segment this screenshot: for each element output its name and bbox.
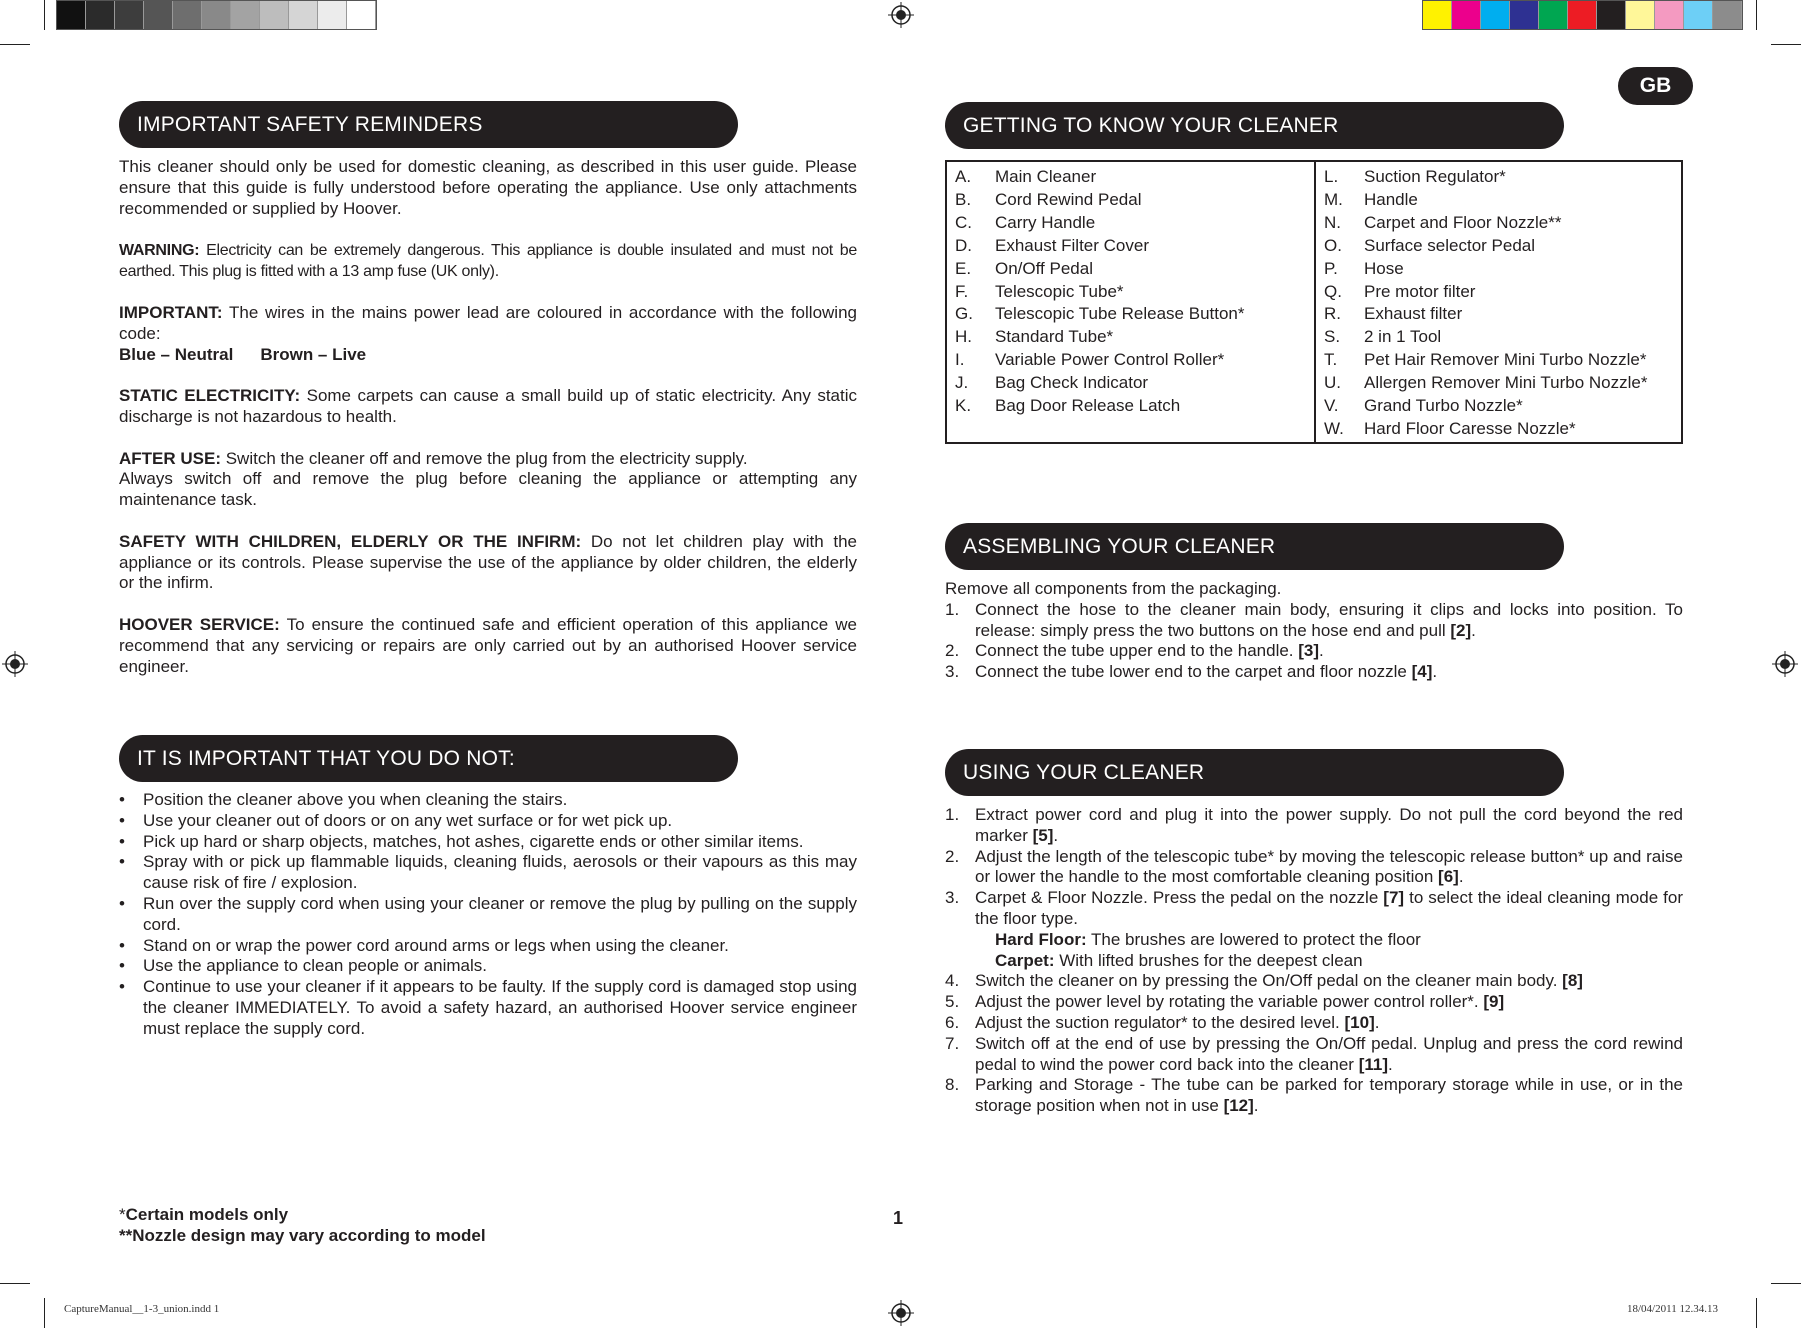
color-swatch <box>86 1 115 29</box>
section-header-do-not: IT IS IMPORTANT THAT YOU DO NOT: <box>119 735 738 782</box>
slug-date: 18/04/2011 12.34.13 <box>1627 1303 1718 1315</box>
parts-column-left <box>947 162 1314 442</box>
color-swatch <box>1655 1 1684 29</box>
after-use-label: AFTER USE: <box>119 448 221 468</box>
warning-text: Electricity can be extremely dangerous. This appliance is double insulated and must not be earthed. This plug is fitted with a 13 amp fuse (UK only). <box>119 242 857 281</box>
list-item: • Run over the supply cord when using your cleaner or remove the plug by pulling on the supply cord. <box>119 893 857 934</box>
static-paragraph <box>119 386 857 428</box>
hard-floor-note: Hard Floor: The brushes are lowered to protect the floor <box>995 929 1421 949</box>
after-use-paragraph <box>119 449 857 470</box>
table-row: V. Grand Turbo Nozzle* <box>1324 396 1523 416</box>
color-swatch <box>115 1 144 29</box>
color-swatch <box>1568 1 1597 29</box>
important-paragraph <box>119 303 857 345</box>
footnote-nozzle-design: **Nozzle design may vary according to model <box>119 1226 486 1245</box>
service-text: To ensure the continued safe and efficient operation of this appliance we recommend that any servicing or repairs are only carried out by an authorised Hoover service engineer. <box>119 614 858 676</box>
children-label: SAFETY WITH CHILDREN, ELDERLY OR THE INFIRM: <box>119 531 582 551</box>
color-swatch <box>1481 1 1510 29</box>
bullet-icon: • <box>119 831 125 851</box>
color-swatch <box>1626 1 1655 29</box>
do-not-list <box>119 790 857 1040</box>
safety-text <box>119 157 857 698</box>
parts-table <box>945 160 1683 444</box>
table-row: D. Exhaust Filter Cover <box>955 235 1149 255</box>
section-header-assembling: ASSEMBLING YOUR CLEANER <box>945 523 1564 570</box>
table-row: R. Exhaust filter <box>1324 304 1463 324</box>
bullet-icon: • <box>119 977 125 997</box>
footnote-certain-models: *Certain models only <box>119 1205 289 1224</box>
registration-mark-icon <box>2 651 28 677</box>
warning-paragraph <box>119 240 857 282</box>
section-header-safety: IMPORTANT SAFETY REMINDERS <box>119 101 738 148</box>
service-label: HOOVER SERVICE: <box>119 614 280 634</box>
wire-neutral: Blue – Neutral <box>119 344 234 364</box>
safety-intro: This cleaner should only be used for domestic cleaning, as described in this user guide. Please ensure that this guide is fully understood before operating the appliance. Use only attachments recommended or supplied by Hoover. <box>119 157 857 218</box>
table-row: Q. Pre motor filter <box>1324 281 1476 301</box>
color-swatch <box>173 1 202 29</box>
list-item: 2. Connect the tube upper end to the handle. [3]. <box>945 641 1324 661</box>
carpet-note: Carpet: With lifted brushes for the deepest clean <box>995 950 1363 970</box>
list-item: • Use your cleaner out of doors or on any wet surface or for wet pick up. <box>119 810 673 830</box>
after-use-text: Switch the cleaner off and remove the plug from the electricity supply. <box>221 448 748 468</box>
warning-label: WARNING: <box>119 242 200 260</box>
color-swatch <box>318 1 347 29</box>
color-swatch <box>1684 1 1713 29</box>
crop-mark <box>0 1283 30 1284</box>
footnotes <box>119 1204 486 1246</box>
table-row: L. Suction Regulator* <box>1324 167 1506 186</box>
registration-mark-icon <box>888 2 914 28</box>
bullet-icon: • <box>119 790 125 809</box>
table-row: S. 2 in 1 Tool <box>1324 327 1442 347</box>
list-item: 5. Adjust the power level by rotating the variable power control roller*. [9] <box>945 992 1505 1012</box>
list-item: 7. Switch off at the end of use by pressing the On/Off pedal. Unplug and press the cord rewind pedal to wind the power cord back into the cleaner [11]. <box>945 1033 1683 1074</box>
page-number: 1 <box>893 1208 904 1228</box>
language-badge: GB <box>1618 67 1693 105</box>
list-item: • Continue to use your cleaner if it appears to be faulty. If the supply cord is damaged stop using the cleaner IMMEDIATELY. To avoid a safety hazard, an authorised Hoover service engineer must replace the supply cord. <box>119 977 857 1038</box>
crop-mark <box>44 0 45 30</box>
using-text <box>945 805 1683 1117</box>
color-swatch <box>289 1 318 29</box>
table-row: N. Carpet and Floor Nozzle** <box>1324 212 1562 232</box>
list-item: 3. Carpet & Floor Nozzle. Press the pedal on the nozzle [7] to select the ideal cleaning mode for the floor type. Hard Floor: The brushes are lowered to protect the floor Carpet: With lifted brushes for the deepest clean <box>945 888 1684 970</box>
bullet-icon: • <box>119 935 125 955</box>
assembling-text <box>945 579 1683 683</box>
table-row: C. Carry Handle <box>955 212 1096 232</box>
crop-mark <box>1771 1283 1801 1284</box>
table-row: O. Surface selector Pedal <box>1324 235 1536 255</box>
wire-codes <box>119 345 857 366</box>
table-row: J. Bag Check Indicator <box>955 373 1149 393</box>
color-swatch <box>347 1 376 29</box>
list-item: 2. Adjust the length of the telescopic tube* by moving the telescopic release button* up and raise or lower the handle to the most comfortable cleaning position [6]. <box>945 846 1683 887</box>
slug-filename: CaptureManual__1-3_union.indd 1 <box>64 1303 220 1315</box>
crop-mark <box>1756 1298 1757 1328</box>
important-text: The wires in the mains power lead are coloured in accordance with the following code: <box>119 302 857 343</box>
list-item: • Use the appliance to clean people or animals. <box>119 956 487 976</box>
table-row: F. Telescopic Tube* <box>955 281 1124 301</box>
static-text: Some carpets can cause a small build up of static electricity. Any static discharge is not hazardous to health. <box>119 386 857 426</box>
grayscale-swatches <box>56 0 377 30</box>
list-item: 3. Connect the tube lower end to the carpet and floor nozzle [4]. <box>945 662 1438 682</box>
bullet-icon: • <box>119 893 125 913</box>
color-swatch <box>1713 1 1742 29</box>
do-not-list-container <box>119 790 857 1040</box>
crop-mark <box>1771 44 1801 45</box>
after-use-paragraph-2: Always switch off and remove the plug before cleaning the appliance or attempting any maintenance task. <box>119 469 857 510</box>
list-item: 8. Parking and Storage - The tube can be parked for temporary storage while in use, or in the storage position when not in use [12]. <box>945 1075 1683 1116</box>
color-swatch <box>144 1 173 29</box>
table-row: T. Pet Hair Remover Mini Turbo Nozzle* <box>1324 350 1647 370</box>
list-item: 6. Adjust the suction regulator* to the desired level. [10]. <box>945 1012 1380 1032</box>
table-row: K. Bag Door Release Latch <box>955 396 1181 416</box>
table-row: I. Variable Power Control Roller* <box>955 350 1225 370</box>
children-text: Do not let children play with the appliance or its controls. Please supervise the use of the appliance by older children, the elderly or the infirm. <box>119 531 857 593</box>
table-row: E. On/Off Pedal <box>955 258 1093 278</box>
table-row: G. Telescopic Tube Release Button* <box>955 304 1245 324</box>
table-row: W. Hard Floor Caresse Nozzle* <box>1324 418 1576 438</box>
color-swatch <box>57 1 86 29</box>
bullet-icon: • <box>119 956 125 976</box>
color-swatch <box>1423 1 1452 29</box>
important-label: IMPORTANT: <box>119 302 223 322</box>
color-swatch <box>260 1 289 29</box>
table-row: A. Main Cleaner <box>955 167 1097 186</box>
assembling-steps <box>945 600 1683 683</box>
list-item: • Position the cleaner above you when cleaning the stairs. <box>119 790 568 809</box>
children-paragraph <box>119 532 857 594</box>
parts-column-right <box>1314 162 1681 442</box>
color-swatches <box>1422 0 1743 30</box>
color-swatch <box>202 1 231 29</box>
table-row: B. Cord Rewind Pedal <box>955 189 1142 209</box>
list-item: 4. Switch the cleaner on by pressing the On/Off pedal on the cleaner main body. [8] <box>945 971 1583 991</box>
table-row: U. Allergen Remover Mini Turbo Nozzle* <box>1324 373 1648 393</box>
registration-mark-icon <box>1772 651 1798 677</box>
registration-mark-icon <box>888 1300 914 1326</box>
list-item: • Stand on or wrap the power cord around arms or legs when using the cleaner. <box>119 935 729 955</box>
wire-live: Brown – Live <box>260 344 367 364</box>
color-swatch <box>1452 1 1481 29</box>
crop-mark <box>44 1298 45 1328</box>
assembling-intro: Remove all components from the packaging. <box>945 579 1282 598</box>
color-swatch <box>1597 1 1626 29</box>
crop-mark <box>0 44 30 45</box>
table-row: P. Hose <box>1324 258 1404 278</box>
bullet-icon: • <box>119 852 125 872</box>
color-swatch <box>1510 1 1539 29</box>
section-header-know-cleaner: GETTING TO KNOW YOUR CLEANER <box>945 102 1564 149</box>
bullet-icon: • <box>119 810 125 830</box>
list-item: 1. Extract power cord and plug it into the power supply. Do not pull the cord beyond the red marker [5]. <box>945 805 1683 845</box>
section-header-using: USING YOUR CLEANER <box>945 749 1564 796</box>
list-item: 1. Connect the hose to the cleaner main body, ensuring it clips and locks into position. To release: simply press the two buttons on the hose end and pull [2]. <box>945 599 1683 640</box>
using-steps <box>945 805 1683 1117</box>
list-item: • Pick up hard or sharp objects, matches, hot ashes, cigarette ends or other similar items. <box>119 831 804 851</box>
color-swatch <box>231 1 260 29</box>
table-row: H. Standard Tube* <box>955 327 1114 347</box>
color-swatch <box>1539 1 1568 29</box>
list-item: • Spray with or pick up flammable liquids, cleaning fluids, aerosols or their vapours as this may cause risk of fire / explosion. <box>119 852 857 893</box>
crop-mark <box>1756 0 1757 30</box>
static-label: STATIC ELECTRICITY: <box>119 386 301 406</box>
service-paragraph <box>119 615 857 677</box>
table-row: M. Handle <box>1324 189 1418 209</box>
